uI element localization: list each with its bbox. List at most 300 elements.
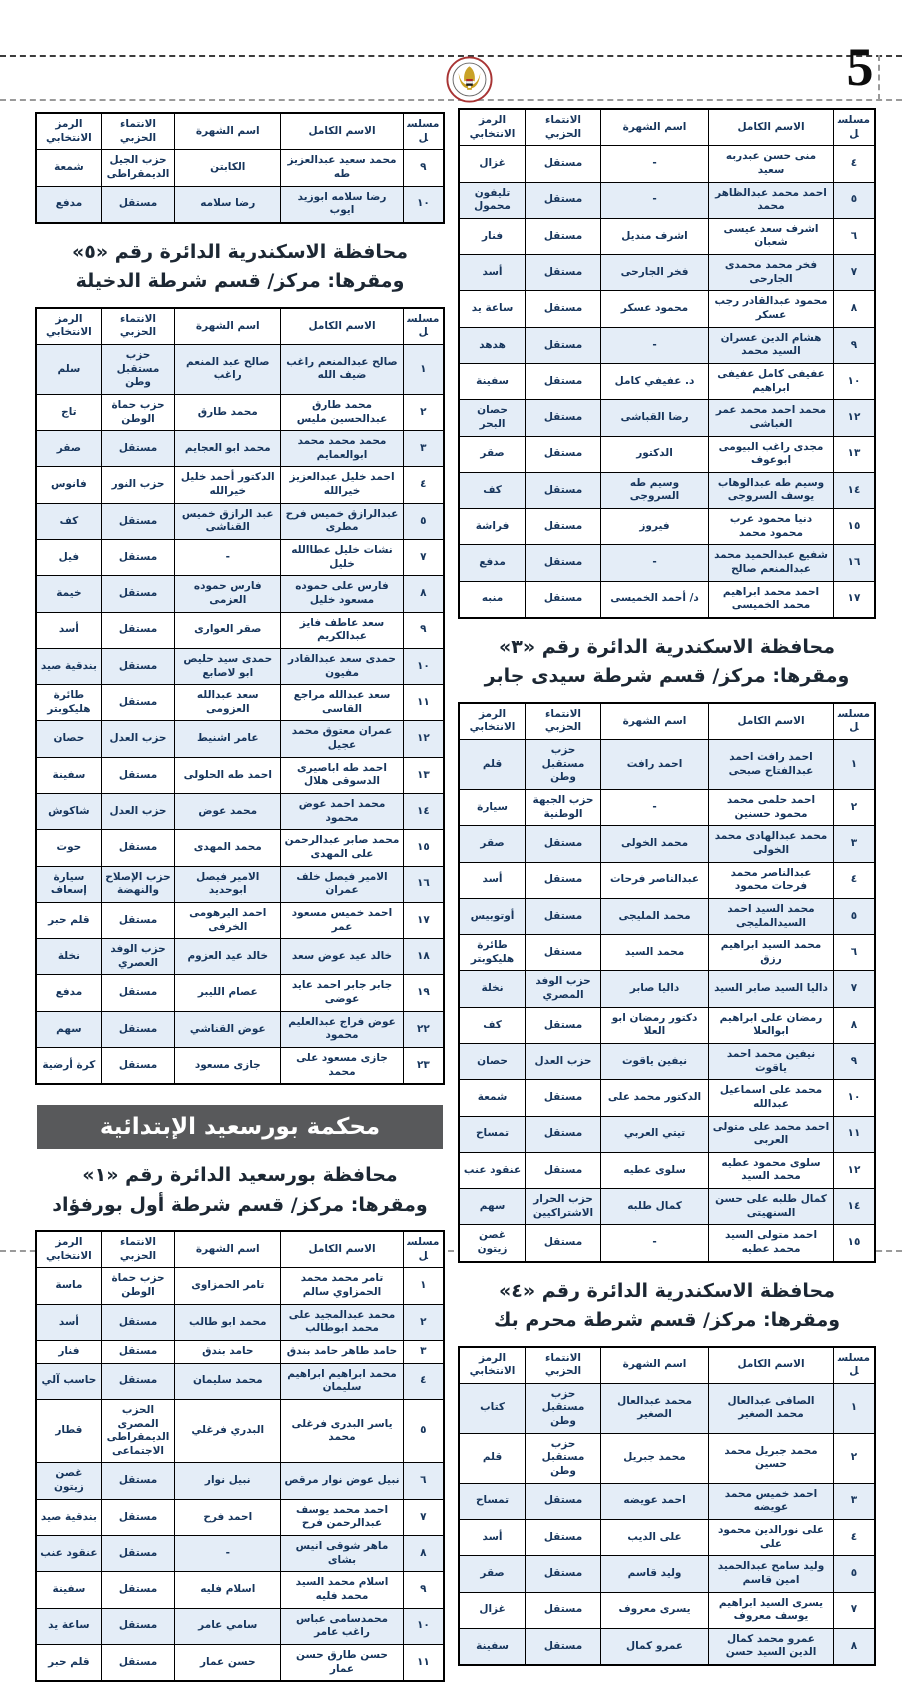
symbol-cell: سفينة bbox=[459, 1628, 526, 1665]
fame-name-cell: فيروز bbox=[600, 509, 708, 545]
heading-line: ومقرها: مركز/ قسم شرطة أول بورفؤاد bbox=[52, 1193, 428, 1216]
table-row bbox=[36, 866, 444, 902]
serial-cell: ٣ bbox=[833, 1483, 875, 1519]
full-name-cell: رمضان على ابراهيم ابوالعلا bbox=[709, 1007, 834, 1043]
fame-name-cell: نيفين ياقوت bbox=[600, 1043, 708, 1079]
fame-name-cell: دكتور رمضان ابو العلا bbox=[600, 1007, 708, 1043]
symbol-cell: فنار bbox=[459, 218, 526, 254]
heading-line: محافظة بورسعيد الدائرة رقم «١» bbox=[82, 1164, 398, 1187]
party-cell: مستقل bbox=[526, 291, 601, 327]
table-row bbox=[36, 431, 444, 467]
full-name-cell: حامد طاهر حامد بندق bbox=[281, 1340, 403, 1363]
header-row bbox=[36, 308, 444, 345]
party-cell: حزب مستقبل وطن bbox=[526, 1383, 601, 1433]
serial-cell: ٨ bbox=[833, 291, 875, 327]
serial-cell: ٦ bbox=[833, 935, 875, 971]
party-cell: مستقل bbox=[101, 1463, 174, 1499]
party-cell: مستقل bbox=[526, 1225, 601, 1262]
serial-cell: ١٤ bbox=[833, 1189, 875, 1225]
fame-name-cell: وليد قاسم bbox=[600, 1556, 708, 1592]
table-row bbox=[459, 1519, 875, 1555]
fame-name-cell: محمد ابو العجايم bbox=[175, 431, 281, 467]
full-name-cell: وسيم طه عبدالوهاب يوسف السروجى bbox=[709, 472, 834, 508]
full-name-cell: نيفين محمد احمد ياقوت bbox=[709, 1043, 834, 1079]
fame-name-cell: عبد الرازق خميس القناشى bbox=[175, 503, 281, 539]
serial-cell: ١٤ bbox=[833, 472, 875, 508]
full-name-cell: احمد محمد على متولى العربى bbox=[709, 1116, 834, 1152]
full-name-cell: على نورالدين محمود على bbox=[709, 1519, 834, 1555]
party-cell: مستقل bbox=[526, 935, 601, 971]
serial-cell: ٦ bbox=[833, 218, 875, 254]
serial-cell: ١٠ bbox=[833, 1080, 875, 1116]
symbol-cell: طائرة هليكوبتر bbox=[459, 935, 526, 971]
fame-name-cell: - bbox=[175, 1536, 281, 1572]
party-cell: مستقل bbox=[101, 1644, 174, 1681]
party-cell: مستقل bbox=[526, 862, 601, 898]
party-cell: حزب العدل bbox=[101, 721, 174, 757]
fame-name-cell: محمد عبدالعال الصغير bbox=[600, 1383, 708, 1433]
heading-line: ومقرها: مركز/ قسم شرطة الدخيلة bbox=[75, 270, 405, 293]
left-column bbox=[35, 112, 445, 1696]
full-name-cell: سعد عبدالله مراجع القاسى bbox=[281, 685, 403, 721]
full-name-cell: سلوى محمود عطيه محمد السيد bbox=[709, 1152, 834, 1188]
serial-cell: ١٧ bbox=[403, 902, 444, 938]
full-name-cell: احمد محمد عبدالظاهر محمد bbox=[709, 182, 834, 218]
table-row bbox=[36, 1572, 444, 1608]
serial-cell: ٤ bbox=[833, 862, 875, 898]
table-row bbox=[36, 467, 444, 503]
serial-cell: ٨ bbox=[403, 576, 444, 612]
party-cell: حزب حماة الوطن bbox=[101, 1268, 174, 1304]
alex5-continuation-top-table bbox=[35, 112, 445, 224]
fame-name-cell: فخر الجارحى bbox=[600, 255, 708, 291]
serial-cell: ٨ bbox=[833, 1007, 875, 1043]
table-row bbox=[459, 971, 875, 1007]
serial-cell: ١٤ bbox=[403, 794, 444, 830]
table-row bbox=[459, 1080, 875, 1116]
fame-name-cell: - bbox=[175, 540, 281, 576]
table-row bbox=[36, 685, 444, 721]
heading-line: محافظة الاسكندرية الدائرة رقم «٥» bbox=[72, 240, 408, 263]
symbol-cell: عنقود عنب bbox=[36, 1536, 101, 1572]
alex-district5-table bbox=[35, 307, 445, 1086]
full-name-cell: محمد عبدالمجيد على محمد ابوطالب bbox=[281, 1304, 403, 1340]
serial-cell: ٨ bbox=[833, 1628, 875, 1665]
full-name-cell: احمد محمد يوسف عبدالرحمن فرح bbox=[281, 1499, 403, 1535]
full-name-cell: محمد السيد احمد السيدالمليجى bbox=[709, 898, 834, 934]
serial-cell: ١٥ bbox=[403, 830, 444, 866]
right-column bbox=[458, 108, 876, 1680]
column-header: الانتماء الحزبي bbox=[526, 1347, 601, 1384]
column-header: الرمز الانتخابي bbox=[36, 113, 101, 150]
full-name-cell: جازى مسعود على محمد bbox=[281, 1047, 403, 1084]
fame-name-cell: محمد طارق bbox=[175, 394, 281, 430]
party-cell: مستقل bbox=[526, 1080, 601, 1116]
table-row bbox=[36, 1608, 444, 1644]
table-row bbox=[459, 182, 875, 218]
column-header: اسم الشهرة bbox=[600, 109, 708, 146]
full-name-cell: اشرف سعد عيسى شعبان bbox=[709, 218, 834, 254]
table-row bbox=[36, 1304, 444, 1340]
symbol-cell: حصان bbox=[36, 721, 101, 757]
fame-name-cell: الدكتور أحمد خليل خيرالله bbox=[175, 467, 281, 503]
portsaid-district1-heading bbox=[35, 1161, 445, 1220]
full-name-cell: حسن طارق حسن عمار bbox=[281, 1644, 403, 1681]
party-cell: مستقل bbox=[526, 363, 601, 399]
full-name-cell: صالح عبدالمنعم راغب ضيف الله bbox=[281, 345, 403, 395]
full-name-cell: احمد محمد ابراهيم محمد الخميسى bbox=[709, 581, 834, 618]
header-row bbox=[459, 1347, 875, 1384]
symbol-cell: أسد bbox=[36, 612, 101, 648]
heading-line: ومقرها: مركز/ قسم شرطة محرم بك bbox=[493, 1309, 841, 1332]
full-name-cell: محمد عبدالهادى محمد الخولى bbox=[709, 826, 834, 862]
table-row bbox=[36, 975, 444, 1011]
symbol-cell: غزال bbox=[459, 1592, 526, 1628]
header-row bbox=[36, 1231, 444, 1268]
full-name-cell: محمد ابراهيم ابراهيم سليمان bbox=[281, 1363, 403, 1399]
full-name-cell: هشام الدين عسران السيد محمد bbox=[709, 327, 834, 363]
full-name-cell: احمد خليل عبدالعزيز خيرالله bbox=[281, 467, 403, 503]
fame-name-cell: خالد عيد العزوم bbox=[175, 939, 281, 975]
symbol-cell: مدفع bbox=[36, 975, 101, 1011]
fame-name-cell: محمد المهدى bbox=[175, 830, 281, 866]
table-row bbox=[459, 1225, 875, 1262]
symbol-cell: غصن زيتون bbox=[36, 1463, 101, 1499]
table-row bbox=[459, 1592, 875, 1628]
symbol-cell: بندقية صيد bbox=[36, 1499, 101, 1535]
symbol-cell: ساعة يد bbox=[36, 1608, 101, 1644]
fame-name-cell: وسيم طه السروجى bbox=[600, 472, 708, 508]
serial-cell: ٥ bbox=[403, 503, 444, 539]
symbol-cell: حوت bbox=[36, 830, 101, 866]
full-name-cell: نبيل عوض نوار مرقص bbox=[281, 1463, 403, 1499]
full-name-cell: عمران معتوق محمد عجيل bbox=[281, 721, 403, 757]
full-name-cell: نشات خليل عطاالله خليل bbox=[281, 540, 403, 576]
full-name-cell: احمد طه اباصيرى الدسوقى هلال bbox=[281, 757, 403, 793]
symbol-cell: كف bbox=[459, 472, 526, 508]
party-cell: حزب الجيل الديمقراطى bbox=[101, 150, 174, 186]
party-cell: مستقل bbox=[101, 1608, 174, 1644]
table-row bbox=[459, 826, 875, 862]
symbol-cell: سلم bbox=[36, 345, 101, 395]
full-name-cell: منى حسن عبدربه سعيد bbox=[709, 146, 834, 182]
table-row bbox=[459, 1483, 875, 1519]
table-row bbox=[459, 1383, 875, 1433]
party-cell: مستقل bbox=[101, 830, 174, 866]
full-name-cell: محمد السيد ابراهيم رزق bbox=[709, 935, 834, 971]
party-cell: مستقل bbox=[526, 1152, 601, 1188]
serial-cell: ٧ bbox=[833, 255, 875, 291]
serial-cell: ٥ bbox=[833, 1556, 875, 1592]
serial-cell: ٢ bbox=[833, 1433, 875, 1483]
serial-cell: ١١ bbox=[403, 1644, 444, 1681]
symbol-cell: سيارة bbox=[459, 790, 526, 826]
full-name-cell: اسلام محمد السيد محمد فليه bbox=[281, 1572, 403, 1608]
party-cell: مستقل bbox=[526, 1592, 601, 1628]
symbol-cell: كتاب bbox=[459, 1383, 526, 1433]
table-row bbox=[36, 721, 444, 757]
serial-cell: ٧ bbox=[833, 971, 875, 1007]
fame-name-cell: سامي عامر bbox=[175, 1608, 281, 1644]
fame-name-cell: الامير فيصل ابوحديد bbox=[175, 866, 281, 902]
serial-cell: ٢٣ bbox=[403, 1047, 444, 1084]
table-row bbox=[36, 540, 444, 576]
full-name-cell: كمال طلبه على حسن السنهيتى bbox=[709, 1189, 834, 1225]
table-row bbox=[459, 790, 875, 826]
serial-cell: ٩ bbox=[403, 150, 444, 186]
serial-cell: ٢ bbox=[403, 1304, 444, 1340]
fame-name-cell: كمال طلبه bbox=[600, 1189, 708, 1225]
fame-name-cell: عصام الليبر bbox=[175, 975, 281, 1011]
table-row bbox=[36, 1011, 444, 1047]
full-name-cell: محمدسامى عباس راغب عامر bbox=[281, 1608, 403, 1644]
column-header: اسم الشهرة bbox=[175, 1231, 281, 1268]
full-name-cell: فارس على حموده مسعود خليل bbox=[281, 576, 403, 612]
full-name-cell: محمد جبريل محمد حسين bbox=[709, 1433, 834, 1483]
serial-cell: ٢٢ bbox=[403, 1011, 444, 1047]
fame-name-cell: عمرو كمال bbox=[600, 1628, 708, 1665]
full-name-cell: محمد على اسماعيل عبدالله bbox=[709, 1080, 834, 1116]
serial-cell: ٢ bbox=[403, 394, 444, 430]
table-row bbox=[459, 1433, 875, 1483]
alex-district4-table bbox=[458, 1346, 876, 1667]
party-cell: مستقل bbox=[526, 472, 601, 508]
serial-cell: ٤ bbox=[403, 1363, 444, 1399]
serial-cell: ١٥ bbox=[833, 1225, 875, 1262]
fame-name-cell: حمدى سيد حليص ابو لاصابع bbox=[175, 648, 281, 684]
symbol-cell: مدفع bbox=[36, 186, 101, 223]
party-cell: حزب مستقبل وطن bbox=[101, 345, 174, 395]
symbol-cell: سيارة إسعاف bbox=[36, 866, 101, 902]
full-name-cell: احمد رافت احمد عبدالفتاح صبحى bbox=[709, 740, 834, 790]
column-header: الانتماء الحزبي bbox=[526, 703, 601, 740]
table-row bbox=[36, 939, 444, 975]
symbol-cell: تمساح bbox=[459, 1116, 526, 1152]
table-row bbox=[459, 1189, 875, 1225]
fame-name-cell: محمد ابو طالب bbox=[175, 1304, 281, 1340]
party-cell: حزب الجبهة الوطنية bbox=[526, 790, 601, 826]
party-cell: حزب العدل bbox=[101, 794, 174, 830]
alex-continuation-table bbox=[458, 108, 876, 619]
party-cell: مستقل bbox=[101, 431, 174, 467]
party-cell: حزب الإصلاح والنهضة bbox=[101, 866, 174, 902]
serial-cell: ١٠ bbox=[403, 1608, 444, 1644]
symbol-cell: سفينة bbox=[459, 363, 526, 399]
symbol-cell: حصان bbox=[459, 1043, 526, 1079]
column-header: اسم الشهرة bbox=[600, 703, 708, 740]
fame-name-cell: - bbox=[600, 1225, 708, 1262]
symbol-cell: فيل bbox=[36, 540, 101, 576]
party-cell: مستقل bbox=[526, 1519, 601, 1555]
table-row bbox=[459, 545, 875, 581]
fame-name-cell: عامر اشنيط bbox=[175, 721, 281, 757]
fame-name-cell: الدكتور محمد على bbox=[600, 1080, 708, 1116]
table-row bbox=[36, 1047, 444, 1084]
symbol-cell: فنار bbox=[36, 1340, 101, 1363]
symbol-cell: تليفون محمول bbox=[459, 182, 526, 218]
symbol-cell: كرة أرضية bbox=[36, 1047, 101, 1084]
table-row bbox=[36, 394, 444, 430]
party-cell: مستقل bbox=[101, 685, 174, 721]
fame-name-cell: جازى مسعود bbox=[175, 1047, 281, 1084]
party-cell: مستقل bbox=[526, 545, 601, 581]
column-header: الاسم الكامل bbox=[281, 308, 403, 345]
symbol-cell: أوتوبيس bbox=[459, 898, 526, 934]
serial-cell: ٨ bbox=[403, 1536, 444, 1572]
serial-cell: ٥ bbox=[403, 1399, 444, 1463]
full-name-cell: عبدالرازق خميس فرح مطرى bbox=[281, 503, 403, 539]
fame-name-cell: - bbox=[600, 327, 708, 363]
fame-name-cell: تيتي العربي bbox=[600, 1116, 708, 1152]
fame-name-cell: احمد فرح bbox=[175, 1499, 281, 1535]
symbol-cell: ماسة bbox=[36, 1268, 101, 1304]
full-name-cell: احمد خميس مسعود عمر bbox=[281, 902, 403, 938]
fame-name-cell: احمد اليرهومى الخرفى bbox=[175, 902, 281, 938]
table-row bbox=[459, 1007, 875, 1043]
symbol-cell: صقر bbox=[459, 826, 526, 862]
fame-name-cell: محمود عسكر bbox=[600, 291, 708, 327]
symbol-cell: قلم bbox=[459, 740, 526, 790]
symbol-cell: شمعة bbox=[459, 1080, 526, 1116]
heading-line: محافظة الاسكندرية الدائرة رقم «٣» bbox=[499, 635, 835, 658]
party-cell: مستقل bbox=[101, 576, 174, 612]
full-name-cell: وليد سامح عبدالحميد امين قاسم bbox=[709, 1556, 834, 1592]
symbol-cell: فراشة bbox=[459, 509, 526, 545]
serial-cell: ٦ bbox=[403, 1463, 444, 1499]
table-row bbox=[459, 1556, 875, 1592]
symbol-cell: تاج bbox=[36, 394, 101, 430]
symbol-cell: هدهد bbox=[459, 327, 526, 363]
party-cell: مستقل bbox=[526, 327, 601, 363]
symbol-cell: نخلة bbox=[36, 939, 101, 975]
serial-cell: ١٦ bbox=[833, 545, 875, 581]
fame-name-cell: صقر العوارى bbox=[175, 612, 281, 648]
serial-cell: ٥ bbox=[833, 898, 875, 934]
party-cell: حزب النور bbox=[101, 467, 174, 503]
column-header: الرمز الانتخابي bbox=[459, 109, 526, 146]
table-row bbox=[459, 935, 875, 971]
alex-district4-heading bbox=[458, 1277, 876, 1336]
party-cell: مستقل bbox=[101, 540, 174, 576]
symbol-cell: منبه bbox=[459, 581, 526, 618]
party-cell: مستقل bbox=[526, 898, 601, 934]
party-cell: مستقل bbox=[101, 1047, 174, 1084]
party-cell: مستقل bbox=[101, 1340, 174, 1363]
symbol-cell: تمساح bbox=[459, 1483, 526, 1519]
symbol-cell: غزال bbox=[459, 146, 526, 182]
fame-name-cell: حسن عمار bbox=[175, 1644, 281, 1681]
serial-cell: ٧ bbox=[403, 1499, 444, 1535]
symbol-cell: عنقود عنب bbox=[459, 1152, 526, 1188]
full-name-cell: محمد محمد محمد ابوالعمايم bbox=[281, 431, 403, 467]
fame-name-cell: محمد السيد bbox=[600, 935, 708, 971]
full-name-cell: محمود عبدالقادر رجب عسكر bbox=[709, 291, 834, 327]
table-row bbox=[36, 1463, 444, 1499]
page-number: 5 bbox=[846, 37, 874, 97]
table-row bbox=[36, 186, 444, 223]
serial-cell: ٧ bbox=[833, 1592, 875, 1628]
header-row bbox=[459, 703, 875, 740]
fame-name-cell: احمد طه الحلولى bbox=[175, 757, 281, 793]
fame-name-cell: محمد الخولى bbox=[600, 826, 708, 862]
party-cell: مستقل bbox=[101, 975, 174, 1011]
party-cell: مستقل bbox=[101, 1572, 174, 1608]
fame-name-cell: محمد المليجى bbox=[600, 898, 708, 934]
table-row bbox=[459, 255, 875, 291]
party-cell: مستقل bbox=[526, 400, 601, 436]
header-row bbox=[459, 109, 875, 146]
full-name-cell: عمرو محمد كمال الدين السيد حسن bbox=[709, 1628, 834, 1665]
fame-name-cell: عوض القناشي bbox=[175, 1011, 281, 1047]
alex-district3-heading bbox=[458, 633, 876, 692]
full-name-cell: احمد خميس محمد عويضه bbox=[709, 1483, 834, 1519]
full-name-cell: مجدى راغب البيومى ابوعوف bbox=[709, 436, 834, 472]
party-cell: مستقل bbox=[526, 1556, 601, 1592]
table-row bbox=[459, 291, 875, 327]
serial-cell: ١ bbox=[403, 345, 444, 395]
column-header: مسلسل bbox=[403, 308, 444, 345]
party-cell: مستقل bbox=[101, 1499, 174, 1535]
table-row bbox=[459, 400, 875, 436]
column-header: الانتماء الحزبي bbox=[526, 109, 601, 146]
serial-cell: ٣ bbox=[833, 826, 875, 862]
alex-district5-heading bbox=[35, 238, 445, 297]
full-name-cell: احمد حلمى محمد محمود حسنين bbox=[709, 790, 834, 826]
full-name-cell: فخر محمد محمدى الجارحى bbox=[709, 255, 834, 291]
alex-district3-table bbox=[458, 702, 876, 1263]
serial-cell: ٩ bbox=[403, 1572, 444, 1608]
fame-name-cell: - bbox=[600, 146, 708, 182]
party-cell: مستقل bbox=[101, 186, 174, 223]
table-row bbox=[36, 503, 444, 539]
party-cell: مستقل bbox=[526, 255, 601, 291]
serial-cell: ١٦ bbox=[403, 866, 444, 902]
full-name-cell: الامير فيصل خلف عمران bbox=[281, 866, 403, 902]
full-name-cell: خالد عيد عوض سعد bbox=[281, 939, 403, 975]
full-name-cell: يسرى السيد ابراهيم يوسف معروف bbox=[709, 1592, 834, 1628]
column-header: مسلسل bbox=[833, 109, 875, 146]
full-name-cell: داليا السيد صابر السيد bbox=[709, 971, 834, 1007]
table-row bbox=[36, 612, 444, 648]
symbol-cell: شمعة bbox=[36, 150, 101, 186]
full-name-cell: عبدالناصر محمد فرحات محمود bbox=[709, 862, 834, 898]
serial-cell: ١٢ bbox=[833, 1152, 875, 1188]
table-row bbox=[36, 1499, 444, 1535]
serial-cell: ١٣ bbox=[833, 436, 875, 472]
table-row bbox=[459, 1043, 875, 1079]
symbol-cell: صقر bbox=[459, 436, 526, 472]
serial-cell: ٥ bbox=[833, 182, 875, 218]
party-cell: مستقل bbox=[101, 1304, 174, 1340]
column-header: اسم الشهرة bbox=[600, 1347, 708, 1384]
table-row bbox=[36, 1340, 444, 1363]
party-cell: مستقل bbox=[101, 648, 174, 684]
full-name-cell: سعد عاطف فايز عبدالكريم bbox=[281, 612, 403, 648]
symbol-cell: سفينة bbox=[36, 1572, 101, 1608]
column-header: الاسم الكامل bbox=[709, 703, 834, 740]
symbol-cell: قطار bbox=[36, 1399, 101, 1463]
party-cell: مستقل bbox=[526, 218, 601, 254]
serial-cell: ١ bbox=[833, 740, 875, 790]
party-cell: مستقل bbox=[526, 146, 601, 182]
serial-cell: ١٥ bbox=[833, 509, 875, 545]
table-row bbox=[36, 576, 444, 612]
fame-name-cell: الكابتن bbox=[175, 150, 281, 186]
column-header: الانتماء الحزبي bbox=[101, 308, 174, 345]
serial-cell: ١٠ bbox=[833, 363, 875, 399]
serial-cell: ٢ bbox=[833, 790, 875, 826]
symbol-cell: سفينة bbox=[36, 757, 101, 793]
